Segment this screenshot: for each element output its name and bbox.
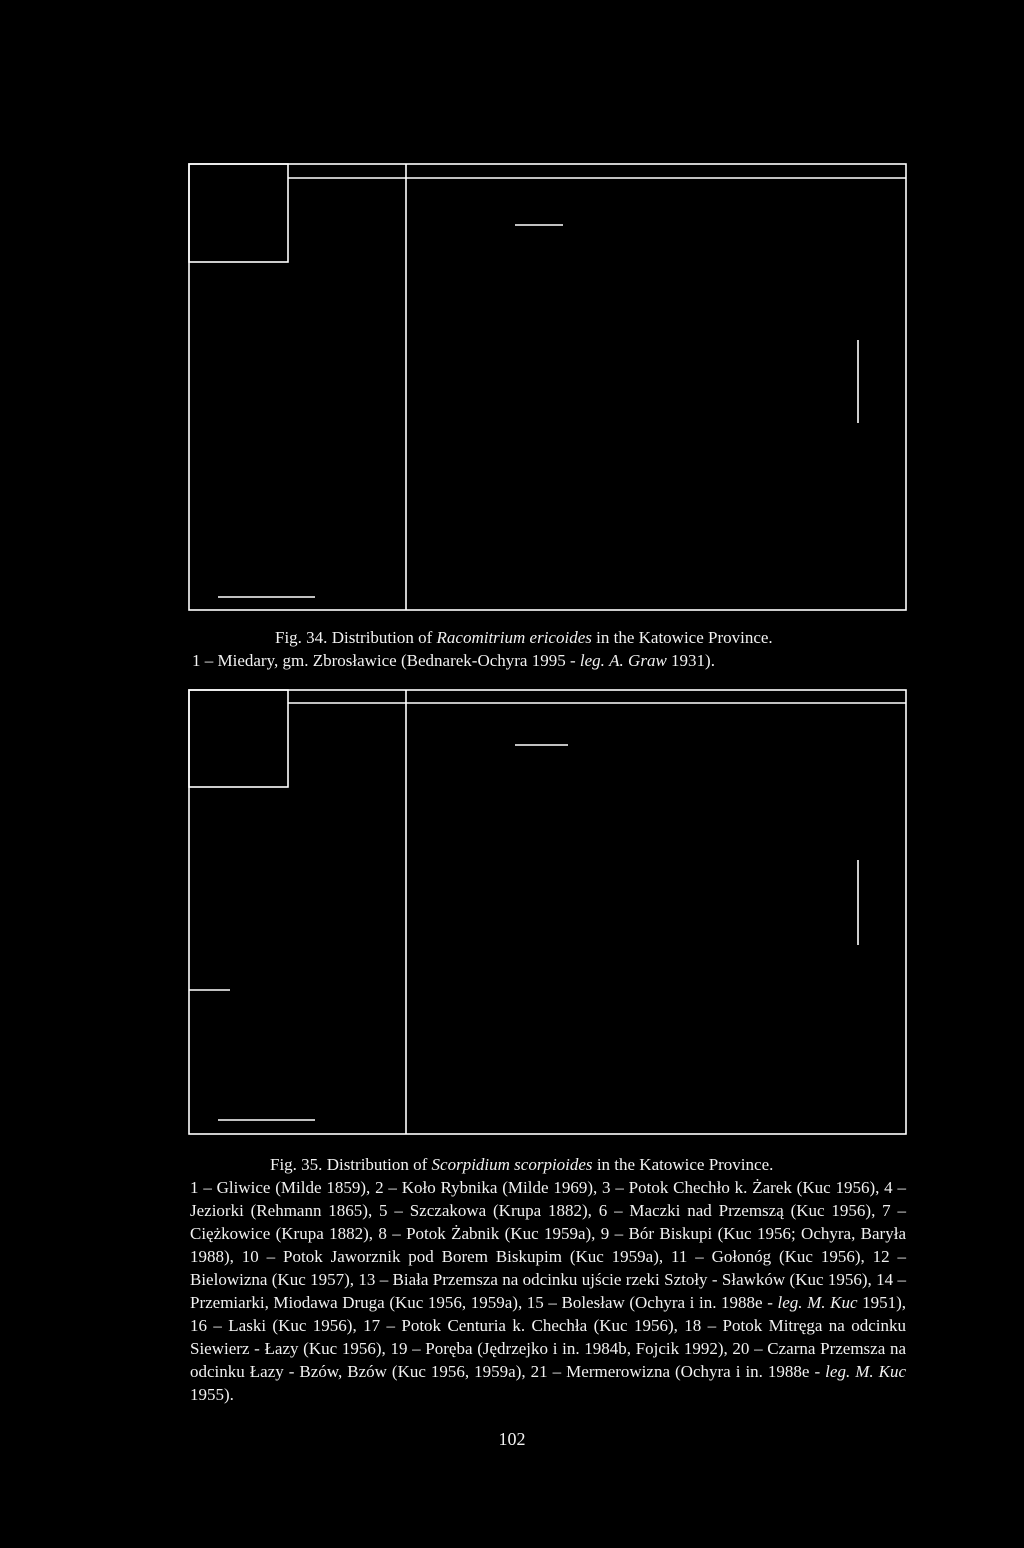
figure-35-collector-2: M. Kuc	[855, 1362, 907, 1381]
figure-34-caption	[192, 626, 835, 672]
figure-35-legend	[190, 1178, 906, 1404]
figure-34-species: Racomitrium ericoides	[436, 628, 592, 647]
figure-34-collector: A. Graw	[609, 651, 667, 670]
map-figure-35	[189, 690, 906, 1134]
figure-34-title-prefix: Distribution of	[331, 628, 433, 647]
figure-34-title	[275, 626, 835, 649]
figure-34-label: Fig. 34.	[275, 628, 328, 647]
figure-35-title	[190, 1153, 906, 1176]
figure-35-species: Scorpidium scorpioides	[431, 1155, 593, 1174]
figure-35-title-prefix: Distribution of	[326, 1155, 428, 1174]
figure-35-caption	[190, 1153, 906, 1406]
map-figure-34	[189, 164, 906, 610]
map-35-inset	[189, 690, 288, 787]
figure-34-legend-end: 1931).	[671, 651, 715, 670]
figure-35-leg-2: leg.	[825, 1362, 851, 1381]
page-number: 102	[498, 1429, 526, 1449]
map-34-inset	[189, 164, 288, 262]
figure-34-legend	[192, 649, 835, 672]
figure-34-title-suffix: in the Katowice Province.	[596, 628, 773, 647]
map-35-frame	[189, 690, 906, 1134]
map-34-frame	[189, 164, 906, 610]
figure-35-label: Fig. 35.	[270, 1155, 323, 1174]
figure-34-leg: leg.	[579, 651, 605, 670]
figure-35-legend-part-b: 1951), 16 – Laski (Kuc 1956), 17 – Potok Centuria k. Chechła (Kuc 1956), 18 – Potok Mitręga na odcinku Siewierz - Łazy (Kuc 1956), 19 – Poręba (Jędrzejko i in. 1984b, Fojcik 1992), 20 – Czarna Przemsza na odcinku Łazy - Bzów, Bzów (Kuc 1956, 1959a), 21 – Mermerowizna (Ochyra i in. 1988e -	[190, 1293, 907, 1381]
figure-35-leg-1: leg.	[777, 1293, 803, 1312]
figure-34-legend-text: 1 – Miedary, gm. Zbrosławice (Bednarek-Ochyra 1995 -	[192, 651, 576, 670]
figure-35-legend-end: 1955).	[190, 1385, 234, 1404]
figure-35-title-suffix: in the Katowice Province.	[596, 1155, 774, 1174]
figure-35-legend-part-a: 1 – Gliwice (Milde 1859), 2 – Koło Rybnika (Milde 1969), 3 – Potok Chechło k. Żarek (Kuc 1956), 4 – Jeziorki (Rehmann 1865), 5 – Szczakowa (Krupa 1882), 6 – Maczki nad Przemszą (Kuc 1956), 7 – Ciężkowice (Krupa 1882), 8 – Potok Żabnik (Kuc 1959a), 9 – Bór Biskupi (Kuc 1956; Ochyra, Baryła 1988), 10 – Potok Jaworznik pod Borem Biskupim (Kuc 1959a), 11 – Gołonóg (Kuc 1956), 12 – Bielowizna (Kuc 1957), 13 – Biała Przemsza na odcinku ujście rzeki Sztoły - Sławków (Kuc 1956), 14 – Przemiarki, Miodawa Druga (Kuc 1956, 1959a), 15 – Bolesław (Ochyra i in. 1988e -	[190, 1178, 906, 1312]
figure-35-collector-1: M. Kuc	[807, 1293, 858, 1312]
